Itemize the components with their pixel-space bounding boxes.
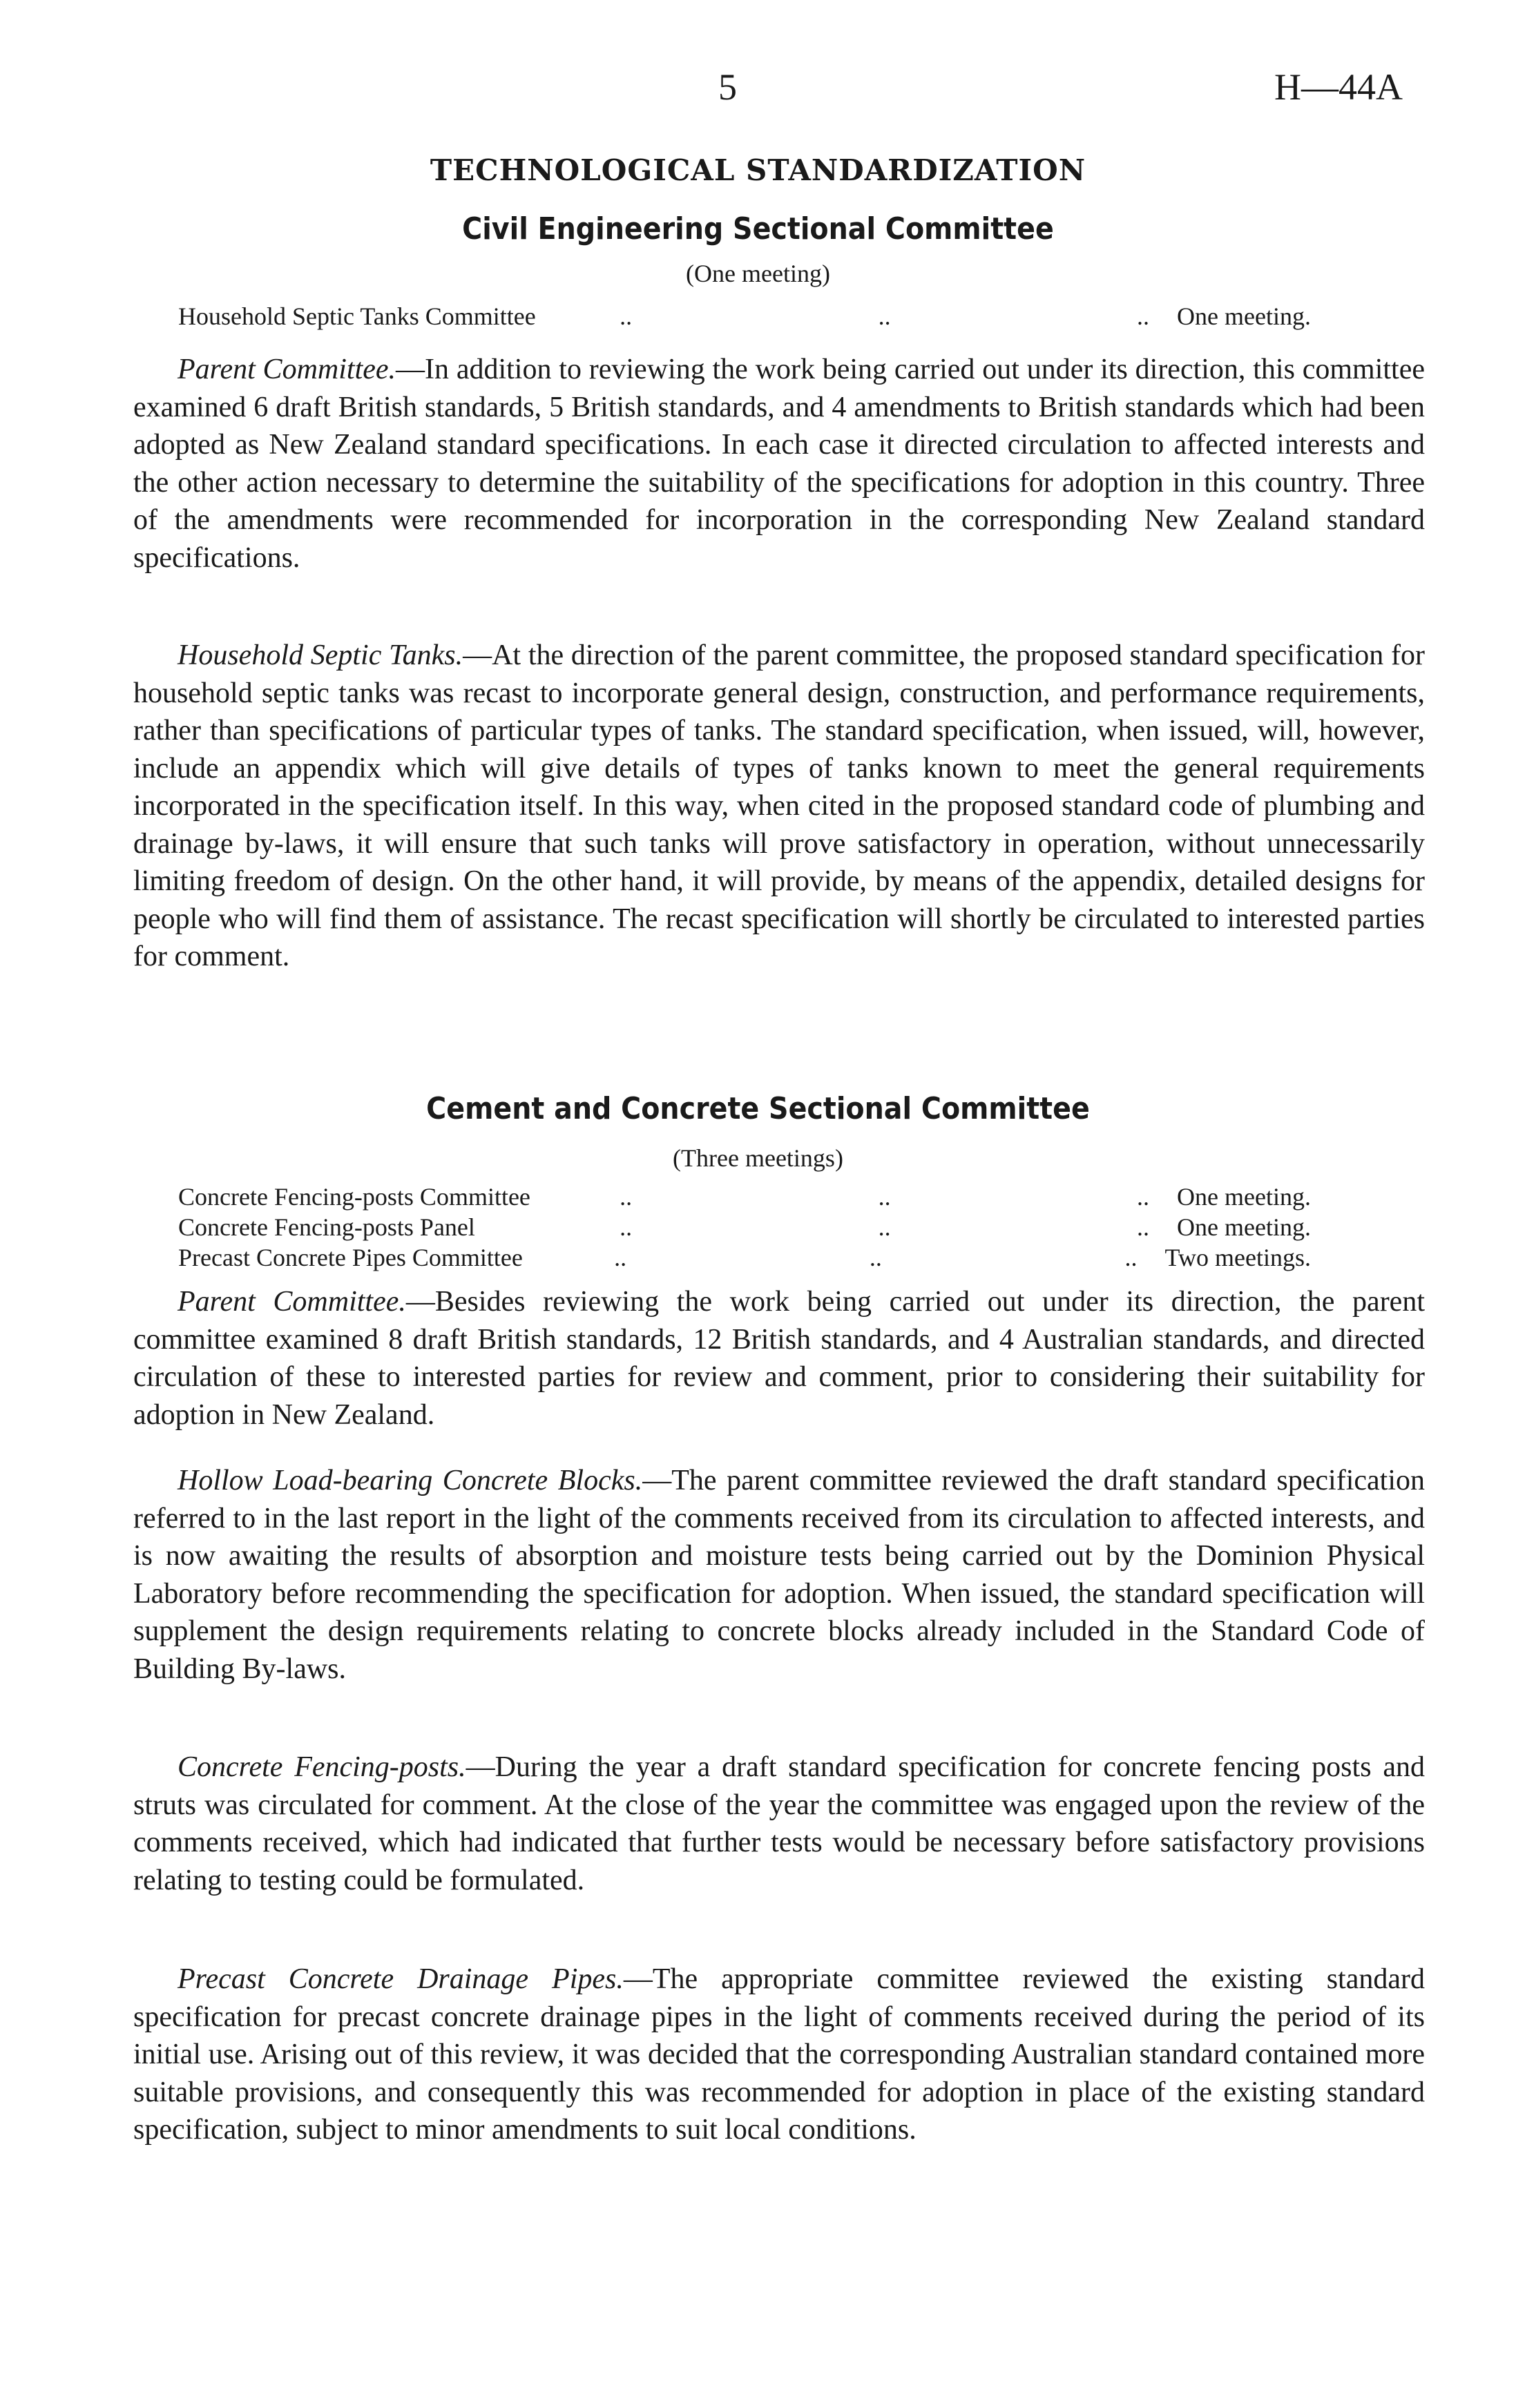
committee-name: Concrete Fencing-posts Panel bbox=[178, 1213, 475, 1241]
paragraph bbox=[133, 637, 1425, 976]
paragraph-lead: Hollow Load-bearing Concrete Blocks. bbox=[177, 1465, 643, 1496]
committee-name: Household Septic Tanks Committee bbox=[178, 302, 536, 330]
leader-dots: .. bbox=[878, 1183, 891, 1211]
committee-meetings: One meeting. bbox=[1177, 302, 1311, 330]
leader-dots: .. bbox=[614, 1244, 627, 1271]
paragraph-text: —At the direction of the parent committee, the proposed standard specification for household septic tanks was recast to incorporate general design, construction, and performance requirements, rather than specifications of particular types of tanks. The standard specification, when issued, will, however, include an appendix which will give details of types of tanks known to meet the general requirements incorporated in the specification itself. In this way, when cited in the proposed standard code of plumbing and drainage by-laws, it will ensure that such tanks will prove satisfactory in operation, without unnecessarily limiting freedom of design. On the other hand, it will provide, by means of the appendix, detailed designs for people who will find them of assistance. The recast specification will shortly be circulated to interested parties for comment. bbox=[133, 639, 1425, 972]
leader-dots: .. bbox=[878, 302, 891, 330]
page-title: TECHNOLOGICAL STANDARDIZATION bbox=[430, 153, 1086, 187]
section-heading-civil-engineering: Civil Engineering Sectional Committee bbox=[462, 211, 1054, 247]
committee-meetings: One meeting. bbox=[1177, 1213, 1311, 1241]
paragraph-lead: Precast Concrete Drainage Pipes. bbox=[177, 1963, 624, 1995]
leader-dots: .. bbox=[1137, 1183, 1150, 1211]
paragraph-text: —The parent committee reviewed the draft standard specification referred to in the last report in the light of the comments received from its circulation to affected interests, and is now awaiting the results of absorption and moisture tests being carried out by the Dominion Physical Laboratory before recommending the specification for adoption. When issued, the standard specification will supplement the design requirements relating to concrete blocks already included in the Standard Code of Building By-laws. bbox=[133, 1465, 1426, 1685]
leader-dots: .. bbox=[869, 1244, 882, 1271]
paragraph-lead: Parent Committee. bbox=[177, 1286, 406, 1318]
section-meetings-count: (Three meetings) bbox=[673, 1144, 843, 1172]
document-reference: H—44A bbox=[1274, 66, 1403, 108]
committee-name: Precast Concrete Pipes Committee bbox=[178, 1244, 523, 1271]
paragraph-lead: Parent Committee. bbox=[177, 354, 396, 385]
leader-dots: .. bbox=[1137, 1213, 1150, 1241]
leader-dots: .. bbox=[1124, 1244, 1138, 1271]
committee-meetings: Two meetings. bbox=[1164, 1244, 1311, 1271]
paragraph-text: —The appropriate committee reviewed the existing standard specification for precast concrete drainage pipes in the light of comments received during the period of its initial use. Arising out of this review, it was decided that the corresponding Australian standard contained more suitable provisions, and consequently this was recommended for adoption in place of the existing standard specification, subject to minor amendments to suit local conditions. bbox=[133, 1963, 1425, 2146]
paragraph-lead: Concrete Fencing-posts. bbox=[177, 1751, 466, 1783]
leader-dots: .. bbox=[620, 1183, 633, 1211]
paragraph-text: —In addition to reviewing the work being carried out under its direction, this committee examined 6 draft British standards, 5 British standards, and 4 amendments to British standards which had been adopted as New Zealand standard specifications. In each case it directed circulation to affected interests and the other action necessary to determine the suitability of the specifications for adoption in this country. Three of the amendments were recommended for incorporation in the corresponding New Zealand standard specifications. bbox=[133, 354, 1425, 574]
leader-dots: .. bbox=[620, 1213, 633, 1241]
committee-meetings: One meeting. bbox=[1177, 1183, 1311, 1211]
paragraph-text: —Besides reviewing the work being carried out under its direction, the parent committee examined 8 draft British standards, 12 British standards, and 4 Australian standards, and directed circulation of these to interested parties for review and comment, prior to considering their suitability for adoption in New Zealand. bbox=[133, 1286, 1425, 1431]
committee-row bbox=[178, 302, 1311, 332]
paragraph-lead: Household Septic Tanks. bbox=[177, 639, 463, 671]
paragraph bbox=[133, 1462, 1425, 1688]
paragraph bbox=[133, 351, 1425, 577]
page-number: 5 bbox=[718, 66, 737, 108]
committee-row bbox=[178, 1182, 1311, 1213]
leader-dots: .. bbox=[1137, 302, 1150, 330]
paragraph bbox=[133, 1961, 1425, 2149]
committee-name: Concrete Fencing-posts Committee bbox=[178, 1183, 530, 1211]
committee-list bbox=[178, 1182, 1311, 1273]
paragraph-text: —During the year a draft standard specification for concrete fencing posts and struts was circulated for comment. At the close of the year the committee was engaged upon the review of the comments received, which had indicated that further tests would be necessary before satisfactory provisions relating to testing could be formulated. bbox=[133, 1751, 1425, 1896]
committee-row bbox=[178, 1213, 1311, 1243]
section-heading-cement-concrete: Cement and Concrete Sectional Committee bbox=[426, 1091, 1090, 1126]
leader-dots: .. bbox=[620, 302, 633, 330]
paragraph bbox=[133, 1749, 1425, 1899]
committee-row bbox=[178, 1243, 1311, 1273]
leader-dots: .. bbox=[878, 1213, 891, 1241]
paragraph bbox=[133, 1283, 1425, 1434]
section-meetings-count: (One meeting) bbox=[686, 260, 830, 287]
committee-list bbox=[178, 302, 1311, 332]
